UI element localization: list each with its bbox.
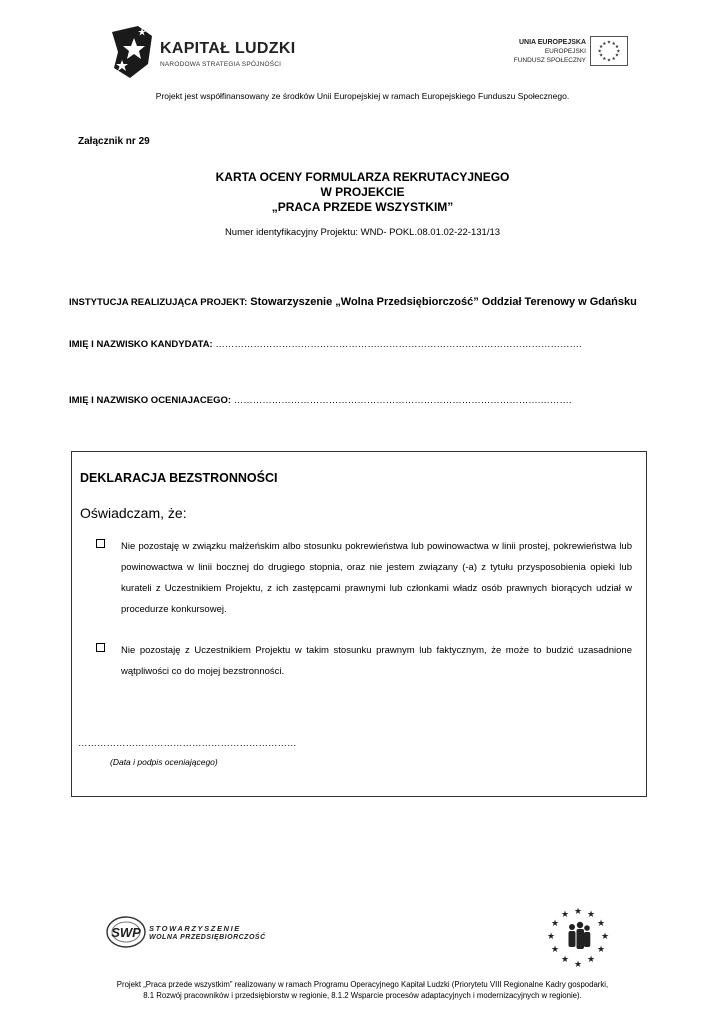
kapital-ludzki-emblem-icon (108, 24, 160, 80)
svg-text:★: ★ (596, 945, 606, 955)
kapital-ludzki-title: KAPITAŁ LUDZKI (160, 40, 296, 57)
signature-field[interactable]: …………………………………………………………… (78, 738, 297, 749)
svg-text:★: ★ (611, 41, 616, 47)
declaration-item (96, 536, 632, 620)
title-line-2: W PROJEKCIE (320, 185, 405, 199)
declaration-checkbox[interactable] (96, 643, 105, 652)
svg-text:★: ★ (586, 910, 596, 920)
svg-text:★: ★ (550, 919, 560, 929)
assessor-name-field[interactable]: …………………………………………………………………………………….………. (233, 395, 572, 406)
declaration-checkbox[interactable] (96, 539, 105, 548)
svg-text:★: ★ (546, 932, 556, 942)
declaration-intro: Oświadczam, że: (80, 505, 187, 521)
footer-note-line-2: 8.1 Rozwój pracowników i przedsiębiorstw w regionie, 8.1.2 Wsparcie procesów adaptacyjnych i modernizacyjnych w regionie). (143, 991, 582, 1000)
candidate-name-row (69, 339, 582, 350)
institution-row (69, 296, 637, 308)
svg-text:★: ★ (597, 49, 602, 55)
svg-text:★: ★ (614, 45, 620, 51)
svg-text:★: ★ (611, 56, 616, 62)
svg-text:★: ★ (606, 40, 612, 46)
svg-text:★: ★ (560, 910, 570, 920)
candidate-name-label: IMIĘ I NAZWISKO KANDYDATA: (69, 339, 213, 350)
institution-value: Stowarzyszenie „Wolna Przedsiębiorczość” Oddział Terenowy w Gdańsku (250, 296, 637, 308)
eu-line-1: UNIA EUROPEJSKA (518, 39, 586, 46)
document-title (0, 170, 725, 215)
svg-text:★: ★ (600, 932, 610, 942)
eu-line-3: FUNDUSZ SPOŁECZNY (513, 57, 586, 64)
svg-text:★: ★ (614, 53, 620, 59)
declaration-item (96, 640, 632, 682)
svg-text:★: ★ (596, 919, 606, 929)
svg-text:★: ★ (616, 49, 621, 55)
declaration-title: DEKLARACJA BEZSTRONNOŚCI (80, 471, 278, 485)
footer-note-line-1: Projekt „Praca przede wszystkim” realizowany w ramach Programu Operacyjnego Kapitał Ludzki (Priorytetu VIII Regionalne Kadry gospodarki, (116, 980, 609, 989)
svg-text:★: ★ (573, 960, 583, 970)
eu-flag-icon (590, 36, 628, 66)
institution-label: INSTYTUCJA REALIZUJĄCA PROJEKT: (69, 297, 248, 308)
svg-text:★: ★ (560, 955, 570, 965)
swp-line-1: STOWARZYSZENIE (149, 924, 241, 933)
svg-text:★: ★ (598, 45, 604, 51)
swp-emblem-icon (105, 912, 147, 950)
declaration-item-text: Nie pozostaję w związku małżeńskim albo stosunku pokrewieństwa lub powinowactwa w linii prostej, pokrewieństwa lub powinowactwa w linii bocznej do drugiego stopnia, oraz nie jestem związany (-a) z tytułu przysposobienia opieki lub kurateli z Uczestnikiem Projektu, z ich zastępcami prawnymi lub członkami władz osób prawnych biorących udział w procedurze konkursowej. (121, 541, 632, 615)
eu-logo-text (514, 38, 586, 65)
kapital-ludzki-subtitle: NARODOWA STRATEGIA SPÓJNOŚCI (160, 61, 282, 68)
eu-logo (508, 36, 628, 70)
swp-line-2: WOLNA PRZEDSIĘBIORCZOŚĆ (149, 934, 266, 941)
assessor-name-row (69, 395, 571, 406)
declaration-item-text: Nie pozostaję z Uczestnikiem Projektu w takim stosunku prawnym lub faktycznym, że może to budzić uzasadnione wątpliwości co do mojej bezstronności. (121, 645, 632, 677)
stars-circle-emblem-icon (545, 905, 611, 971)
title-line-3: „PRACA PRZEDE WSZYSTKIM” (271, 200, 454, 214)
impartiality-declaration-box (71, 451, 647, 797)
title-line-1: KARTA OCENY FORMULARZA REKRUTACYJNEGO (215, 170, 510, 184)
svg-text:★: ★ (598, 53, 604, 59)
kapital-ludzki-logo (108, 24, 308, 84)
svg-text:★: ★ (573, 907, 583, 917)
svg-text:★: ★ (586, 955, 596, 965)
signature-caption: (Data i podpis oceniającego) (110, 757, 218, 767)
svg-text:★: ★ (550, 945, 560, 955)
svg-text:★: ★ (606, 58, 612, 64)
project-id: Numer identyfikacyjny Projektu: WND- POKL.08.01.02-22-131/13 (224, 227, 501, 238)
eu-line-2: EUROPEJSKI (544, 48, 586, 55)
assessor-name-label: IMIĘ I NAZWISKO OCENIAJACEGO: (69, 395, 232, 406)
annex-number: Załącznik nr 29 (78, 136, 150, 147)
swp-logo (105, 912, 266, 952)
svg-text:★: ★ (602, 41, 607, 47)
footer-note (0, 979, 725, 1001)
cofinancing-statement: Projekt jest współfinansowany ze środków Unii Europejskiej w ramach Europejskiego Funduszu Społecznego. (155, 91, 570, 101)
candidate-name-field[interactable]: …………………………………………….………………………………………………………. (215, 339, 582, 350)
svg-text:★: ★ (602, 56, 607, 62)
swp-abbrev: SWP (111, 925, 141, 940)
